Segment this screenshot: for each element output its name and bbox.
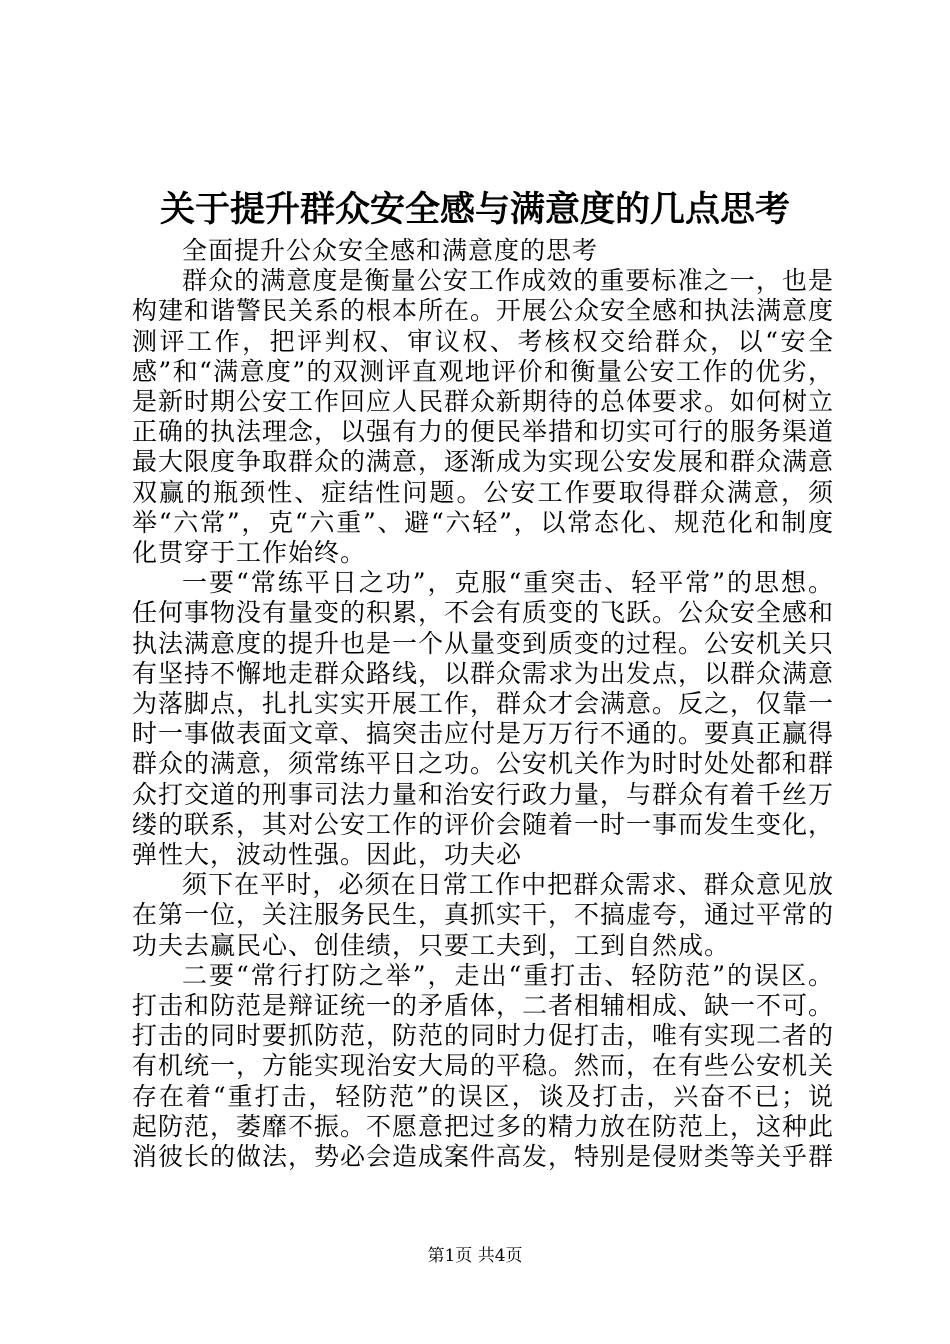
body-paragraph: 群众的满意度是衡量公安工作成效的重要标准之一，也是构建和谐警民关系的根本所在。开展公众安全感和执法满意度测评工作，把评判权、审议权、考核权交给群众，以“安全感”和“满意度”的双测评直观地评价和衡量公安工作的优劣，是新时期公安工作回应人民群众新期待的总体要求。如何树立正确的执法理念，以强有力的便民举措和切实可行的服务渠道最大限度争取群众的满意，逐渐成为实现公安发展和群众满意双赢的瓶颈性、症结性问题。公安工作要取得群众满意，须举“六常”，克“六重”、避“六轻”，以常态化、规范化和制度化贯穿于工作始终。 — [132, 266, 835, 568]
body-paragraph: 二要“常行打防之举”，走出“重打击、轻防范”的误区。打击和防范是辩证统一的矛盾体，二者相辅相成、缺一不可。打击的同时要抓防范，防范的同时力促打击，唯有实现二者的有机统一，方能实现治安大局的平稳。然而，在有些公安机关存在着“重打击，轻防范”的误区，谈及打击，兴奋不已；说起防范，萎靡不振。不愿意把过多的精力放在防范上，这种此消彼长的做法，势必会造成案件高发，特别是侵财类等关乎群 — [132, 960, 835, 1172]
body-paragraph: 一要“常练平日之功”，克服“重突击、轻平常”的思想。任何事物没有量变的积累，不会有质变的飞跃。公众安全感和执法满意度的提升也是一个从量变到质变的过程。公安机关只有坚持不懈地走群众路线，以群众需求为出发点，以群众满意为落脚点，扎扎实实开展工作，群众才会满意。反之，仅靠一时一事做表面文章、搞突击应付是万万行不通的。要真正赢得群众的满意，须常练平日之功。公安机关作为时时处处都和群众打交道的刑事司法力量和治安行政力量，与群众有着千丝万缕的联系，其对公安工作的评价会随着一时一事而发生变化，弹性大，波动性强。因此，功夫必 — [132, 568, 835, 870]
document-body — [132, 236, 834, 1172]
body-paragraph: 须下在平时，必须在日常工作中把群众需求、群众意见放在第一位，关注服务民生，真抓实干，不搞虚夸，通过平常的功夫去赢民心、创佳绩，只要工夫到，工到自然成。 — [132, 870, 835, 960]
subtitle-paragraph: 全面提升公众安全感和满意度的思考 — [182, 236, 599, 265]
page-footer: 第1页 共4页 — [427, 1246, 523, 1266]
document-title: 关于提升群众安全感与满意度的几点思考 — [159, 189, 790, 230]
